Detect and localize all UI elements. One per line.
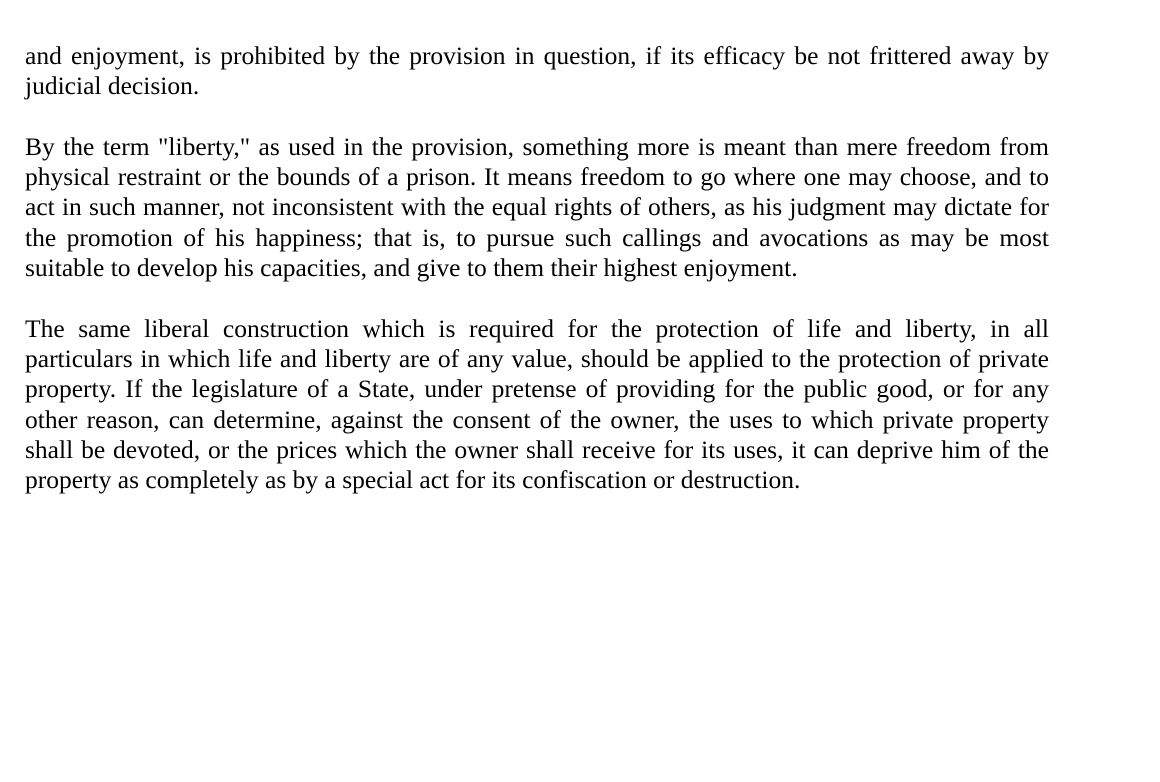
paragraph-3: The same liberal construction which is required for the protection of life and liberty, in all particulars in which life and liberty are of any value, should be applied to the protection of private property. If the legislature of a State, under pretense of providing for the public good, or for any other reason, can determine, against the consent of the owner, the uses to which private property shall be devoted, or the prices which the owner shall receive for its uses, it can deprive him of the property as completely as by a special act for its confiscation or destruction. xyxy=(25,313,1049,495)
paragraph-2: By the term "liberty," as used in the provision, something more is meant than mere freedom from physical restraint or the bounds of a prison. It means freedom to go where one may choose, and to act in such manner, not inconsistent with the equal rights of others, as his judgment may dictate for the promotion of his happiness; that is, to pursue such callings and avocations as may be most suitable to develop his capacities, and give to them their highest enjoyment. xyxy=(25,131,1049,283)
document-body xyxy=(25,41,1049,526)
paragraph-1: and enjoyment, is prohibited by the provision in question, if its efficacy be not frittered away by judicial decision. xyxy=(25,41,1049,101)
